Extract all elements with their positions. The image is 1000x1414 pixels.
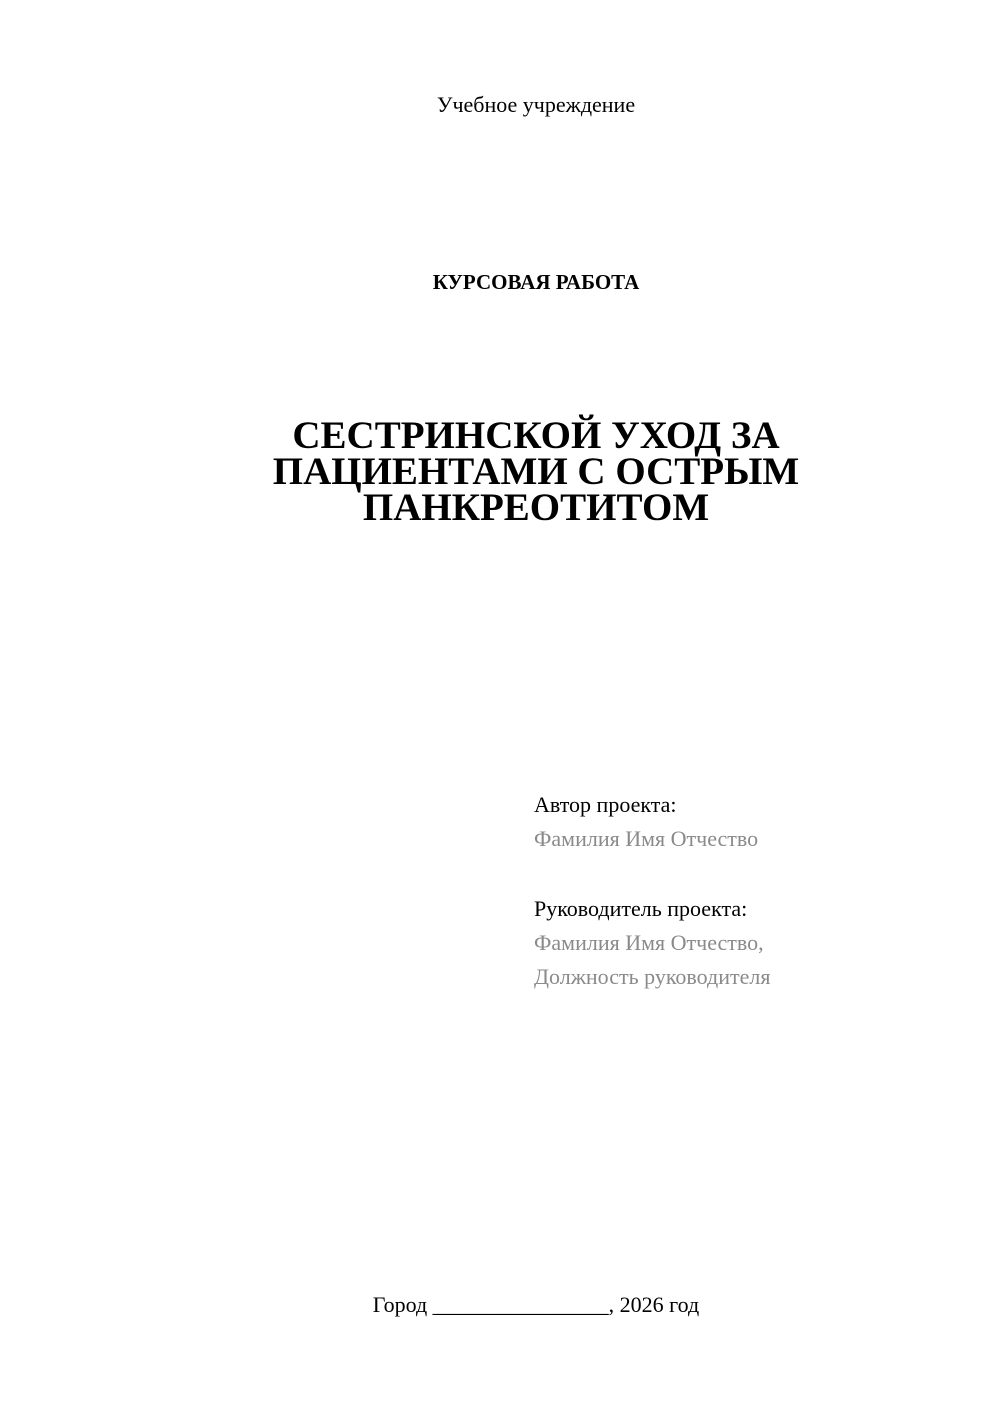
supervisor-position: Должность руководителя <box>534 964 771 989</box>
supervisor-label: Руководитель проекта: <box>534 896 748 921</box>
work-title-line: СЕСТРИНСКОЙ УХОД ЗА <box>292 414 780 457</box>
city-year-line: Город ________________, 2026 год <box>372 1292 700 1317</box>
author-label: Автор проекта: <box>534 792 677 817</box>
spacer <box>534 856 974 892</box>
author-name: Фамилия Имя Отчество <box>534 826 759 851</box>
work-type-heading: КУРСОВАЯ РАБОТА <box>432 270 640 294</box>
work-title <box>268 414 804 529</box>
institution-name: Учебное учреждение <box>436 92 636 117</box>
supervisor-name: Фамилия Имя Отчество, <box>534 930 764 955</box>
work-title-line: ПАЦИЕНТАМИ С ОСТРЫМ <box>272 450 800 493</box>
work-title-line: ПАНКРЕОТИТОМ <box>362 486 710 529</box>
authors-block <box>534 788 974 994</box>
